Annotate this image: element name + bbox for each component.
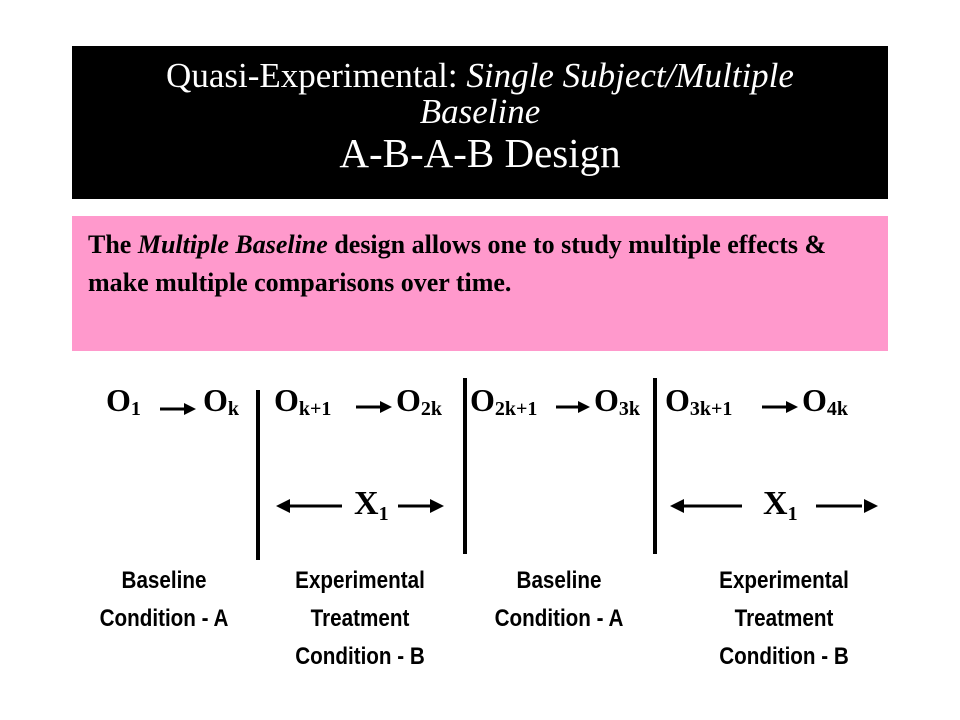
left-arrow-icon [276, 499, 342, 513]
right-arrow-icon [160, 403, 196, 415]
description-italic-term: Multiple Baseline [137, 230, 328, 259]
title-line-2: Baseline [419, 92, 541, 131]
observation-label: $O_{2k}$ [396, 382, 443, 420]
description-prefix: The [88, 230, 138, 259]
description-rest: design allows one to study multiple effects & make multiple comparisons over time. [88, 230, 827, 297]
title-line-3: A-B-A-B Design [339, 130, 621, 176]
condition-label: Baseline Condition - A [99, 567, 229, 632]
title-prefix: Quasi-Experimental: [166, 56, 467, 95]
slide-title [72, 46, 888, 199]
observation-label: $O_{3k+1}$ [665, 382, 733, 420]
right-arrow-icon [356, 401, 392, 413]
design-diagram [0, 360, 960, 700]
condition-label: Experimental Treatment Condition - B [719, 567, 849, 670]
condition-label: Baseline Condition - A [494, 567, 624, 632]
observation-label: $O_1$ [106, 382, 141, 420]
right-arrow-icon [556, 401, 590, 413]
observation-label: $O_{2k+1}$ [470, 382, 538, 420]
condition-label: Experimental Treatment Condition - B [295, 567, 425, 670]
observation-label: $O_{k+1}$ [274, 382, 332, 420]
observation-label: $O_k$ [203, 382, 240, 420]
observation-label: $O_{4k}$ [802, 382, 849, 420]
title-italic-part: Single Subject/Multiple [466, 56, 794, 95]
treatment-label: $X_1$ [763, 485, 798, 525]
right-arrow-icon [398, 499, 444, 513]
title-line-1 [72, 58, 888, 94]
right-arrow-icon [762, 401, 798, 413]
description-box [72, 216, 888, 351]
left-arrow-icon [670, 499, 742, 513]
observation-label: $O_{3k}$ [594, 382, 641, 420]
treatment-label: $X_1$ [354, 485, 389, 525]
right-arrow-icon [816, 499, 878, 513]
